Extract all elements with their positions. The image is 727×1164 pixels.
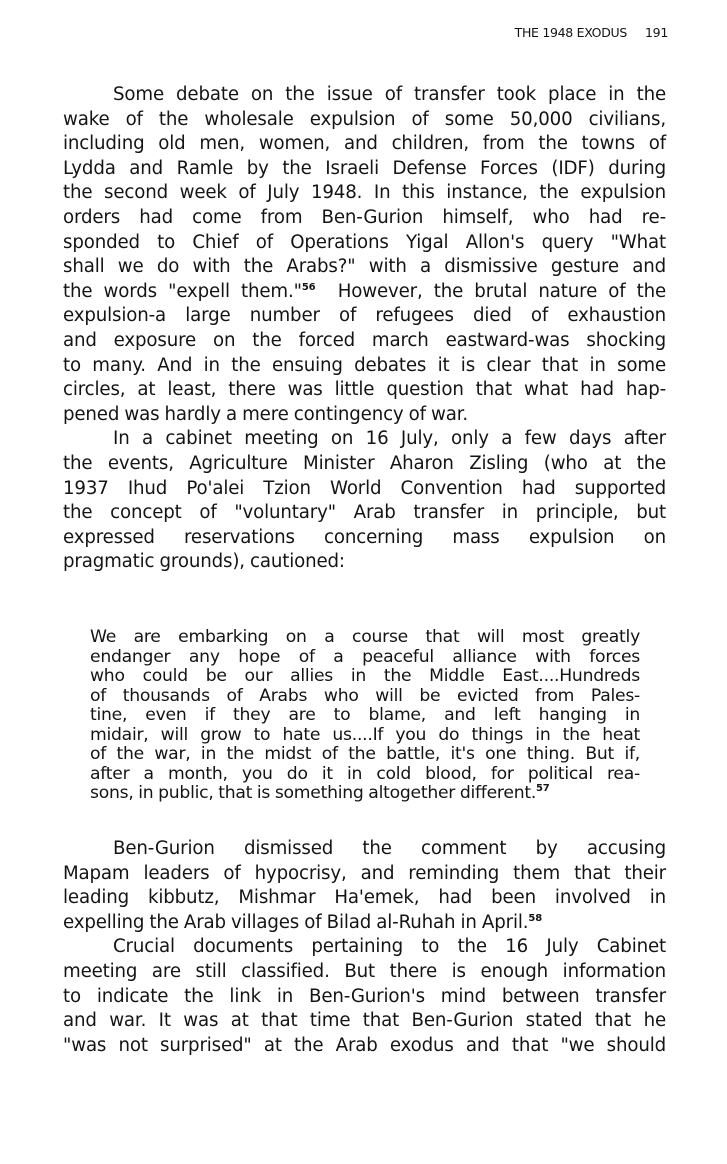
text-line: pened was hardly a mere contingency of war.: [63, 403, 469, 425]
text-line: the second week of July 1948. In this instance, the expulsion: [63, 182, 666, 204]
text-line: and war. It was at that time that Ben-Gurion stated that he: [63, 1010, 666, 1032]
footnote-ref-58[interactable]: 58: [528, 912, 543, 924]
text-line: 1937 Ihud Po'alei Tzion World Convention had supported: [63, 477, 666, 499]
text-segment: sons, in public, that is something altogether different.: [90, 783, 537, 803]
text-line: Crucial documents pertaining to the 16 July Cabinet: [113, 936, 666, 958]
text-line-with-note: [63, 280, 666, 305]
text-segment: However, the brutal nature of the: [337, 280, 667, 302]
text-line: leading kibbutz, Mishmar Ha'emek, had been involved in: [63, 887, 666, 909]
quote-line: who could be our allies in the Middle East....Hundreds: [90, 666, 640, 686]
text-line: the events, Agriculture Minister Aharon Zisling (who at the: [63, 452, 666, 474]
quote-line: midair, will grow to hate us....If you do things in the heat: [90, 724, 640, 745]
text-line: including old men, women, and children, from the towns of: [63, 133, 666, 155]
block-quote: [90, 628, 640, 804]
text-line: Lydda and Ramle by the Israeli Defense Forces (IDF) during: [63, 157, 666, 179]
running-head-title: THE 1948 EXODUS: [514, 25, 628, 40]
quote-line: after a month, you do it in cold blood, for political rea-: [90, 763, 640, 784]
quote-line: endanger any hope of a peaceful alliance with forces: [90, 646, 640, 667]
text-line: pragmatic grounds), cautioned:: [63, 551, 345, 573]
body-text-upper: [63, 83, 666, 575]
text-line: to indicate the link in Ben-Gurion's mind between transfer: [63, 985, 666, 1007]
text-line: and exposure on the forced march eastward-was shocking: [63, 329, 666, 351]
text-line: sponded to Chief of Operations Yigal Allon's query "What: [63, 231, 666, 253]
text-line: orders had come from Ben-Gurion himself, who had re-: [63, 206, 666, 228]
quote-line-with-note: [90, 784, 640, 804]
text-line: circles, at least, there was little question that what had hap-: [63, 379, 666, 401]
text-segment: the words "expell them.": [63, 280, 302, 302]
text-line: shall we do with the Arabs?" with a dismissive gesture and: [63, 256, 666, 278]
text-line: Ben-Gurion dismissed the comment by accusing: [113, 838, 666, 859]
running-head: [0, 25, 668, 40]
text-line: meeting are still classified. But there is enough information: [63, 960, 666, 982]
text-line: wake of the wholesale expulsion of some 50,000 civilians,: [63, 108, 666, 130]
text-line: "was not surprised" at the Arab exodus and that "we should: [63, 1034, 666, 1056]
quote-line: tine, even if they are to blame, and left hanging in: [90, 705, 640, 725]
footnote-ref-56[interactable]: 56: [301, 281, 316, 293]
quote-line: We are embarking on a course that will most greatly: [90, 627, 640, 647]
text-line: In a cabinet meeting on 16 July, only a few days after: [113, 428, 666, 450]
text-line: Mapam leaders of hypocrisy, and reminding them that their: [63, 862, 666, 884]
text-segment: expelling the Arab villages of Bilad al-Ruhah in April.: [63, 911, 529, 933]
body-text-lower: [63, 837, 666, 1058]
text-line-with-note: [63, 911, 666, 936]
footnote-ref-57[interactable]: 57: [536, 783, 550, 794]
page-number: 191: [645, 25, 668, 40]
text-line: Some debate on the issue of transfer took place in the: [113, 84, 666, 105]
text-line: the concept of "voluntary" Arab transfer in principle, but: [63, 502, 666, 524]
quote-line: of thousands of Arabs who will be evicted from Pales-: [90, 685, 640, 706]
text-line: expressed reservations concerning mass expulsion on: [63, 526, 666, 548]
text-line: expulsion-a large number of refugees died of exhaustion: [63, 305, 666, 327]
quote-line: of the war, in the midst of the battle, it's one thing. But if,: [90, 744, 640, 764]
text-line: to many. And in the ensuing debates it is clear that in some: [63, 354, 666, 376]
